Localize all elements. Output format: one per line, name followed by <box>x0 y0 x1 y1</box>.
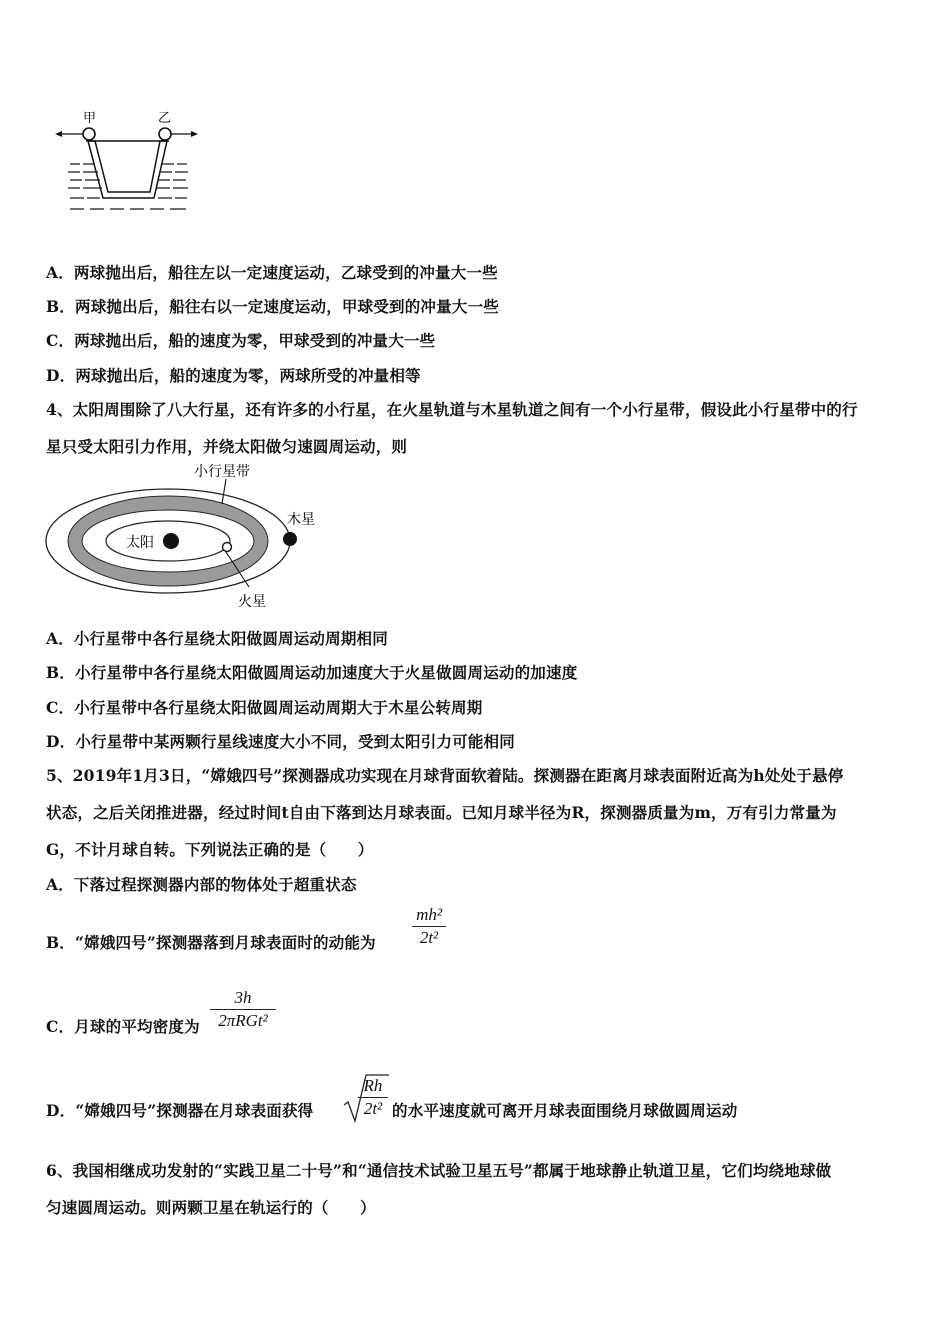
water-lines <box>68 164 188 209</box>
ball-jia <box>83 128 95 140</box>
boat-figure <box>50 108 200 218</box>
q4-option-a: A．小行星带中各行星绕太阳做圆周运动周期相同 <box>46 629 388 648</box>
label-jupiter: 木星 <box>287 512 315 528</box>
boat-hull <box>88 141 167 198</box>
option-c-denominator: 2πRGt² <box>218 1011 268 1030</box>
option-b-numerator: mh² <box>416 905 442 924</box>
label-jia: 甲 <box>83 111 97 126</box>
mars <box>223 543 232 552</box>
option-c-numerator: 3h <box>234 988 252 1007</box>
q3-option-a: A．两球抛出后，船往左以一定速度运动，乙球受到的冲量大一些 <box>46 263 498 282</box>
label-mars: 火星 <box>238 594 266 610</box>
q6-stem-line2: 匀速圆周运动。则两颗卫星在轨运行的（ ） <box>46 1198 376 1217</box>
q5-option-a: A．下落过程探测器内部的物体处于超重状态 <box>46 875 357 894</box>
q5-option-c: C．月球的平均密度为 <box>46 1017 200 1036</box>
q5-stem-line3: G，不计月球自转。下列说法正确的是（ ） <box>46 840 374 859</box>
label-belt: 小行星带 <box>194 464 250 480</box>
q3-option-d: D．两球抛出后，船的速度为零，两球所受的冲量相等 <box>46 366 421 385</box>
q4-stem-line1: 4、太阳周围除了八大行星，还有许多的小行星，在火星轨道与木星轨道之间有一个小行星带，假设此小行星带中的行 <box>46 400 858 419</box>
option-d-denominator: 2t² <box>363 1099 383 1118</box>
sun <box>163 533 179 549</box>
ball-yi <box>159 128 171 140</box>
label-sun: 太阳 <box>126 535 154 551</box>
q5-option-b: B．“嫦娥四号”探测器落到月球表面时的动能为 <box>46 933 376 952</box>
option-d-numerator: Rh <box>363 1076 383 1095</box>
q4-option-c: C．小行星带中各行星绕太阳做圆周运动周期大于木星公转周期 <box>46 698 483 717</box>
option-b-fraction <box>412 905 446 948</box>
jupiter <box>283 532 297 546</box>
option-b-denominator: 2t² <box>419 928 439 947</box>
q4-option-d: D．小行星带中某两颗行星线速度大小不同，受到太阳引力可能相同 <box>46 732 515 751</box>
q6-stem-line1: 6、我国相继成功发射的“实践卫星二十号”和“通信技术试验卫星五号”都属于地球静止轨道卫星，它们均绕地球做 <box>46 1161 832 1180</box>
asteroid-belt-figure <box>44 462 334 612</box>
option-c-fraction <box>210 988 276 1031</box>
q3-option-c: C．两球抛出后，船的速度为零，甲球受到的冲量大一些 <box>46 331 436 350</box>
label-yi: 乙 <box>158 111 172 126</box>
q3-option-b: B．两球抛出后，船往右以一定速度运动，甲球受到的冲量大一些 <box>46 297 499 316</box>
q5-stem-line2: 状态，之后关闭推进器，经过时间t自由下落到达月球表面。已知月球半径为R，探测器质量为m，万有引力常量为 <box>46 803 837 822</box>
option-d-fraction <box>358 1076 388 1119</box>
q5-option-d-pre: D．“嫦娥四号”探测器在月球表面获得 <box>46 1101 314 1120</box>
q5-option-d-post: 的水平速度就可离开月球表面围绕月球做圆周运动 <box>392 1101 738 1120</box>
q5-stem-line1: 5、2019年1月3日，“嫦娥四号”探测器成功实现在月球背面软着陆。探测器在距离月球表面附近高为h处处于悬停 <box>46 766 844 785</box>
q4-stem-line2: 星只受太阳引力作用，并绕太阳做匀速圆周运动，则 <box>46 437 408 456</box>
q4-option-b: B．小行星带中各行星绕太阳做圆周运动加速度大于火星做圆周运动的加速度 <box>46 663 578 682</box>
